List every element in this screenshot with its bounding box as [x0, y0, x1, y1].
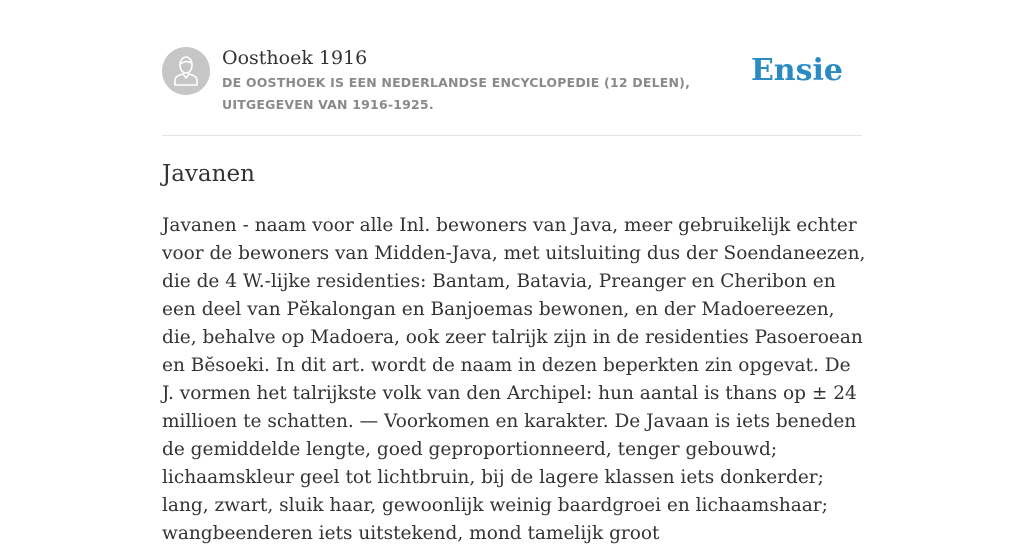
header-divider [162, 135, 862, 136]
article-body: Javanen - naam voor alle Inl. bewoners van Java, meer gebruikelijk echter voor de bewoners van Midden-Java, met uitsluiting dus der Soendaneezen, die de 4 W.-lijke residenties: Bantam, Batavia, Preanger en Cheribon en een deel van Pĕkalongan en Banjoemas bewonen, en der Madoereezen, die, behalve op Madoera, ook zeer talrijk zijn in de residenties Pasoeroean en Bĕsoeki. In dit art. wordt de naam in dezen beperkten zin opgevat. De J. vormen het talrijkste volk van den Archipel: hun aantal is thans op ± 24 millioen te schatten. — Voorkomen en karakter. De Javaan is iets beneden de gemiddelde lengte, goed geproportionneerd, tenger gebouwd; lichaamskleur geel tot lichtbruin, bij de lagere klassen iets donkerder; lang, zwart, sluik haar, gewoonlijk weinig baardgroei en lichaamshaar; wangbeenderen iets uitstekend, mond tamelijk groot [162, 215, 866, 544]
source-header [162, 46, 862, 136]
source-title[interactable]: Oosthoek 1916 [222, 47, 368, 69]
avatar[interactable] [162, 47, 210, 95]
brand-logo[interactable]: Ensie [750, 53, 843, 88]
person-icon [162, 47, 210, 95]
article-title: Javanen [162, 161, 255, 187]
source-description: DE OOSTHOEK IS EEN NEDERLANDSE ENCYCLOPEDIE (12 DELEN), UITGEGEVEN VAN 1916-1925. [222, 75, 691, 112]
